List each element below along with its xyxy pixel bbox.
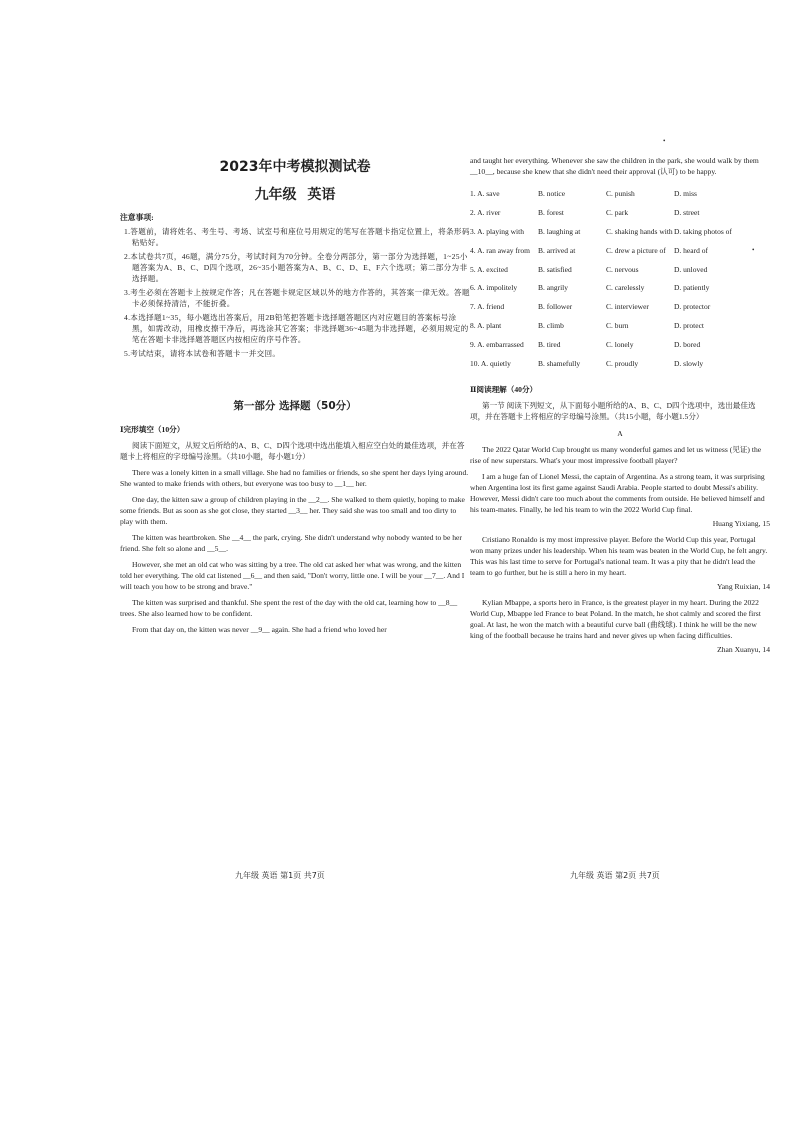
scan-mark: •: [752, 246, 755, 254]
option-cell: 10. A. quietly: [470, 358, 511, 368]
option-row: [470, 204, 742, 223]
option-cell: 5. A. excited: [470, 264, 508, 274]
option-row: [470, 279, 742, 298]
section-instructions: 第一节 阅读下列短文，从下面每小题所给的A、B、C、D四个选项中，选出最佳选项，并在答题卡上将相应的字母编号涂黑。（共15小题，每小题1.5分）: [470, 400, 756, 421]
option-cell: 7. A. friend: [470, 302, 505, 312]
section-instructions: 阅读下面短文，从短文后所给的A、B、C、D四个选项中选出能填入相应空白处的最佳选项，并在答题卡上将相应的字母编号涂黑。（共10小题，每小题1分）: [120, 441, 465, 462]
cloze-paragraph: There was a lonely kitten in a small village. She had no families or friends, so she spent her days lying around. She wanted to make friends with others, but everyone was too busy to __1__ her.: [120, 468, 469, 489]
option-row: [470, 336, 742, 355]
option-row: [470, 298, 742, 317]
option-cell: C. carelessly: [606, 283, 645, 293]
reading-byline: Huang Yixiang, 15: [712, 518, 770, 528]
option-cell: C. proudly: [606, 358, 639, 368]
option-cell: D. miss: [674, 189, 697, 198]
left-page: [120, 135, 470, 635]
note-item: 2.本试卷共7页，46题，满分75分，考试时间为70分钟。全卷分两部分，第一部分为选择题，1~25小题答案为A、B、C、D四个选项，26~35小题答案为A、B、C、D、E、F六个选项；第二部分为非选择题。: [124, 251, 468, 283]
reading-paragraph: The 2022 Qatar World Cup brought us many wonderful games and let us witness (见证) the rise of new superstars. What's your most impressive football player?: [470, 444, 762, 465]
option-cell: B. notice: [538, 189, 566, 198]
option-cell: 6. A. impolitely: [470, 283, 518, 293]
option-cell: B. arrived at: [538, 245, 576, 255]
option-cell: 2. A. river: [470, 207, 501, 217]
option-cell: C. interviewer: [606, 302, 649, 312]
option-cell: B. climb: [538, 321, 564, 331]
page-footer: 九年级 英语 第2页 共7页: [570, 871, 660, 880]
option-cell: D. street: [674, 207, 700, 217]
option-cell: D. bored: [674, 340, 701, 349]
section-heading: Ⅱ阅读理解（40分）: [470, 384, 538, 394]
notes-heading: 注意事项:: [120, 212, 154, 222]
option-cell: D. unloved: [674, 264, 708, 274]
cloze-paragraph: However, she met an old cat who was sitting by a tree. The old cat asked her what was wrong, and the kitten told her everything. The old cat listened __6__ and then said, "Don't worry, little one. I will be your __7__. And I will teach you how to be strong and brave.": [120, 560, 465, 592]
option-cell: B. follower: [538, 302, 573, 312]
option-cell: B. tired: [538, 340, 561, 349]
scan-mark: •: [663, 137, 666, 145]
cloze-paragraph: From that day on, the kitten was never __9__ again. She had a friend who loved her: [132, 625, 387, 635]
option-cell: 4. A. ran away from: [470, 245, 530, 255]
cloze-paragraph: One day, the kitten saw a group of children playing in the __2__. She walked to them quietly, hoping to make some friends. But as soon as she got close, they started __3__ her. They said she was too small and too dirty to play with them.: [120, 495, 465, 527]
option-cell: B. satisfied: [538, 264, 572, 274]
page-footer: 九年级 英语 第1页 共7页: [235, 871, 325, 880]
note-item: 3.考生必须在答题卡上按规定作答；凡在答题卡规定区域以外的地方作答的，其答案一律无效。答题卡必须保持清洁，不能折叠。: [124, 287, 470, 308]
exam-subtitle: 九年级 英语: [254, 187, 336, 204]
notes-list: [120, 226, 470, 359]
option-cell: D. heard of: [674, 245, 708, 255]
option-cell: C. drew a picture of: [606, 245, 666, 255]
option-cell: C. nervous: [606, 264, 639, 274]
reading-passage: [470, 444, 770, 655]
option-cell: D. taking photos of: [674, 226, 732, 236]
option-cell: 9. A. embarrassed: [470, 340, 524, 349]
option-cell: D. patiently: [674, 283, 710, 293]
cloze-paragraph: The kitten was surprised and thankful. She spent the rest of the day with the old cat, learning how to __8__ trees. She also learned how to be confident.: [120, 598, 458, 619]
right-page: [470, 135, 770, 655]
part-title: 第一部分 选择题（50分）: [233, 399, 357, 412]
option-cell: 8. A. plant: [470, 321, 502, 331]
option-row: [470, 242, 742, 261]
option-row: [470, 261, 742, 280]
option-cell: C. shaking hands with: [606, 226, 673, 236]
option-cell: D. protector: [674, 302, 711, 312]
option-cell: D. slowly: [674, 358, 704, 368]
option-cell: B. laughing at: [538, 226, 581, 236]
cloze-continuation: and taught her everything. Whenever she saw the children in the park, she would walk by them __10__, because she knew that she didn't need their approval (认可) to be happy.: [470, 156, 759, 176]
option-row: [470, 317, 742, 336]
option-cell: C. punish: [606, 189, 635, 198]
note-item: 4.本选择题1~35，每小题选出答案后，用2B铅笔把答题卡选择题答题区内对应题目的答案标号涂黑，如需改动，用橡皮擦干净后，再选涂其它答案；非选择题36~45题为非选择题，必须用规定的笔在答题卡非选择题答题区内按相应的序号作答。: [124, 312, 469, 344]
option-cell: B. angrily: [538, 283, 568, 293]
reading-paragraph: I am a huge fan of Lionel Messi, the captain of Argentina. As a strong team, it was surprising when Argentina lost its first game against Saudi Arabia. People started to doubt Messi's ability. However, Messi didn't care too much about the comments from outside. He believed himself and his team-mates. Finally, he led his team to win the 2022 World Cup final.: [470, 471, 765, 514]
note-item: 1.答题前，请将姓名、考生号、考场、试室号和座位号用规定的笔写在答题卡指定位置上，将条形码粘贴好。: [124, 226, 470, 247]
note-item: 5.考试结束，请将本试卷和答题卡一并交回。: [124, 348, 281, 358]
option-cell: C. park: [606, 207, 629, 217]
option-cell: B. forest: [538, 207, 564, 217]
option-row: [470, 355, 742, 374]
reading-paragraph: Cristiano Ronaldo is my most impressive player. Before the World Cup this year, Portugal won many prizes under his leadership. When his team was beaten in the World Cup, he felt angry. This was his last time to serve for Portugal's national team. It was a pity that he didn't lead the team to go further, but he is still a hero in my heart.: [470, 534, 768, 577]
reading-byline: Zhan Xuanyu, 14: [717, 644, 770, 654]
options-table: [470, 185, 742, 374]
option-row: [470, 185, 742, 204]
option-cell: C. lonely: [606, 340, 634, 349]
exam-title: 2023年中考模拟测试卷: [219, 159, 371, 175]
passage-letter: A: [617, 428, 623, 438]
option-cell: 1. A. save: [470, 189, 500, 198]
cloze-paragraph: The kitten was heartbroken. She __4__ the park, crying. She didn't understand why nobody wanted to be her friend. She felt so alone and __5__.: [120, 533, 462, 554]
reading-paragraph: Kylian Mbappe, a sports hero in France, is the greatest player in my heart. During the 2022 World Cup, Mbappe led France to beat Poland. In the match, he shot calmly and scored the first goal. At last, he won the match with a beautiful curve ball (曲线球). I think he will be the new king of the football because he trains hard and never gives up when facing difficulties.: [470, 597, 761, 640]
option-cell: D. protect: [674, 321, 704, 331]
section-heading: Ⅰ完形填空（10分）: [120, 425, 185, 435]
option-cell: C. burn: [606, 321, 629, 331]
option-row: [470, 223, 742, 242]
reading-byline: Yang Ruixian, 14: [716, 581, 770, 591]
option-cell: B. shamefully: [538, 358, 581, 368]
option-cell: 3. A. playing with: [470, 226, 524, 236]
